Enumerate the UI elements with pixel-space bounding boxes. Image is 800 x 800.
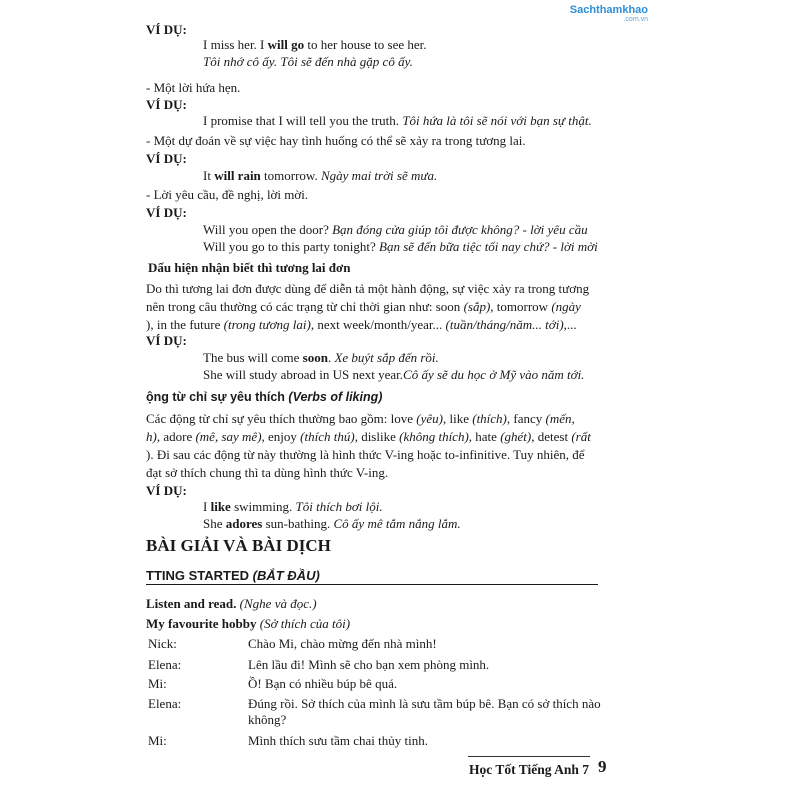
- example-sentence: Will you open the door? Bạn đóng cửa giúp tôi được không? - lời yêu cầu: [203, 222, 588, 237]
- section-heading-solutions: BÀI GIẢI VÀ BÀI DỊCH: [146, 536, 331, 555]
- paragraph-line: đạt sở thích chung thì ta dùng hình thức V-ing.: [146, 465, 389, 480]
- example-label: VÍ DỤ:: [146, 333, 187, 348]
- watermark-logo: Sachthamkhao .com.vn: [569, 4, 648, 23]
- example-label: VÍ DỤ:: [146, 151, 187, 166]
- dialogue-title: My favourite hobby (Sở thích của tôi): [146, 616, 351, 631]
- dialogue-speaker: Nick:: [148, 636, 177, 651]
- paragraph-line: Các động từ chỉ sự yêu thích thường bao gồm: love (yêu), like (thích), fancy (mến,: [146, 411, 575, 426]
- paragraph-line: Do thì tương lai đơn được dùng để diễn tả một hành động, sự việc xảy ra trong tương: [146, 281, 590, 296]
- example-sentence: She adores sun-bathing. Cô ấy mê tắm nắng lắm.: [203, 516, 461, 531]
- usage-bullet: - Lời yêu cầu, đề nghị, lời mời.: [146, 187, 309, 202]
- dialogue-speaker: Mi:: [148, 733, 167, 748]
- dialogue-speaker: Mi:: [148, 676, 167, 691]
- section-heading-liking: ộng từ chỉ sự yêu thích (Verbs of liking): [146, 390, 383, 404]
- getting-started-heading: TTING STARTED (BẮT ĐẦU): [146, 568, 598, 585]
- dialogue-line-continued: không?: [248, 712, 287, 727]
- example-sentence: I promise that I will tell you the truth. Tôi hứa là tôi sẽ nói với bạn sự thật.: [203, 113, 592, 128]
- dialogue-line: Lên lầu đi! Mình sẽ cho bạn xem phòng mình.: [248, 657, 490, 672]
- usage-bullet: - Một lời hứa hẹn.: [146, 80, 241, 95]
- example-sentence: The bus will come soon. Xe buýt sắp đến rồi.: [203, 350, 439, 365]
- example-sentence: She will study abroad in US next year.Cô ấy sẽ du học ở Mỹ vào năm tới.: [203, 367, 585, 382]
- dialogue-speaker: Elena:: [148, 657, 182, 672]
- example-sentence-en: I miss her. I will go to her house to see her.: [203, 37, 427, 52]
- example-sentence-vi: Tôi nhớ cô ấy. Tôi sẽ đến nhà gặp cô ấy.: [203, 54, 413, 69]
- section-heading-signs: Dấu hiện nhận biết thì tương lai đơn: [148, 260, 351, 275]
- dialogue-line: Chào Mi, chào mừng đến nhà mình!: [248, 636, 437, 651]
- dialogue-line: Ồ! Bạn có nhiều búp bê quá.: [248, 676, 398, 691]
- paragraph-line: ). Đi sau các động từ này thường là hình thức V-ing hoặc to-infinitive. Tuy nhiên, để: [146, 447, 585, 462]
- dialogue-line: Đúng rồi. Sở thích của mình là sưu tầm búp bê. Bạn có sở thích nào: [248, 696, 601, 711]
- example-sentence: Will you go to this party tonight? Bạn sẽ đến bữa tiệc tối nay chứ? - lời mời: [203, 239, 598, 254]
- example-sentence: It will rain tomorrow. Ngày mai trời sẽ mưa.: [203, 168, 438, 183]
- paragraph-line: nên trong câu thường có các trạng từ chỉ thời gian như: soon (sắp), tomorrow (ngày: [146, 299, 581, 314]
- example-sentence: I like swimming. Tôi thích bơi lội.: [203, 499, 383, 514]
- paragraph-line: h), adore (mê, say mê), enjoy (thích thú), dislike (không thích), hate (ghét), detest (rất: [146, 429, 591, 444]
- example-label: VÍ DỤ:: [146, 205, 187, 220]
- example-label: VÍ DỤ:: [146, 97, 187, 112]
- paragraph-line: ), in the future (trong tương lai), next week/month/year... (tuần/tháng/năm... tới),...: [146, 317, 577, 332]
- example-label: VÍ DỤ:: [146, 22, 187, 37]
- exercise-instruction: Listen and read. (Nghe và đọc.): [146, 596, 317, 611]
- page-number: 9: [598, 757, 607, 776]
- usage-bullet: - Một dự đoán về sự việc hay tình huống có thể sẽ xảy ra trong tương lai.: [146, 133, 526, 148]
- dialogue-line: Mình thích sưu tầm chai thủy tinh.: [248, 733, 429, 748]
- footer-rule: [468, 756, 590, 757]
- example-label: VÍ DỤ:: [146, 483, 187, 498]
- footer-book-title: Học Tốt Tiếng Anh 7: [469, 762, 590, 777]
- dialogue-speaker: Elena:: [148, 696, 182, 711]
